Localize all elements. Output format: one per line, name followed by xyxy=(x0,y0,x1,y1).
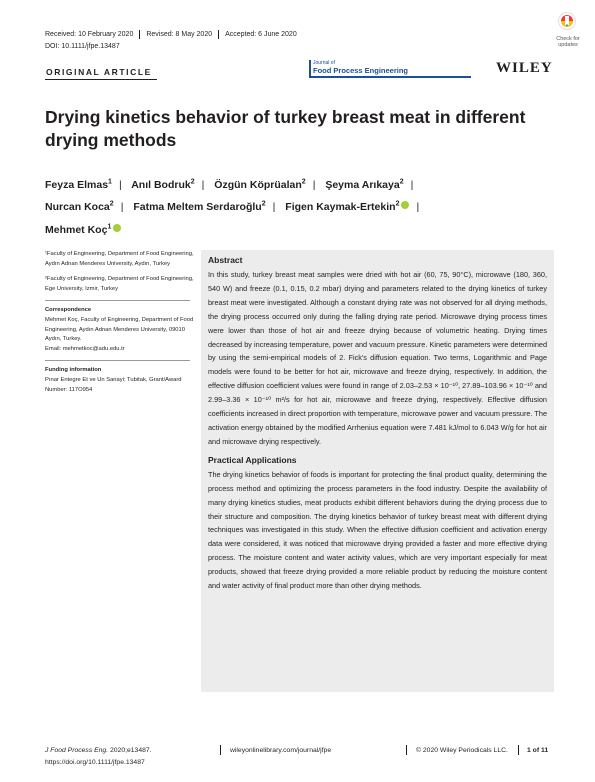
abstract-box xyxy=(201,250,554,692)
doi[interactable]: DOI: 10.1111/jfpe.13487 xyxy=(45,43,120,50)
author[interactable]: Mehmet Koç$^1$ xyxy=(45,224,121,236)
affiliation: ²Faculty of Engineering, Department of Food Engineering, Ege University, Izmir, Turkey xyxy=(45,276,194,292)
author[interactable]: Özgün Köprüalan$^2$ xyxy=(214,178,306,191)
author-separator: | xyxy=(201,178,205,191)
page-number: 1 of 11 xyxy=(527,747,549,754)
funding-heading: Funding information xyxy=(45,367,102,374)
author-separator: | xyxy=(120,201,124,213)
author-separator: | xyxy=(410,178,414,191)
footer-copyright: © 2020 Wiley Periodicals LLC. xyxy=(416,747,508,754)
divider xyxy=(45,300,190,301)
author-separator: | xyxy=(272,201,276,213)
affiliations-column xyxy=(45,250,195,395)
abstract-text: In this study, turkey breast meat samples were dried with hot air (60, 75, 90°C), microwave (180, 360, 540 W) and freeze (0.1, 0.15, 0.2 mbar) drying and parameters related to the drying kinetics of turkey breast meat were investigated. Although a constant drying rate was not observed for all drying methods, the drying process occurred only during the falling drying rate period. Microwave drying process times were lower than those of hot air and freeze drying because of volumetric heating. Drying times decreased by increasing temperature, power and vacuum pressure. Kinetic parameters were determined by using the semi-empirical models of 2. Fick's diffusion equation. Two terms, Logarithmic and Page models were found to be better for hot air, microwave and freeze drying, respectively. In addition, the effective diffusion coefficient values were found in range of 2.03–2.53 × 10⁻¹⁰, 27.89–103.96 × 10⁻¹⁰ and 2.99–3.36 × 10⁻¹⁰ m²/s for hot air, microwave and freeze drying, respectively. Effective diffusion coefficients increased in direct proportion with temperature, microwave power and vacuum pressure. The activation energy obtained by the modified Arrhenius equation were 7.481 kJ/mol to 6.043 W/g for hot air and microwave drying respectively. xyxy=(208,270,547,446)
logo-underline xyxy=(309,76,471,78)
footer-doi-link[interactable]: https://doi.org/10.1111/jfpe.13487 xyxy=(45,759,145,766)
author[interactable]: Şeyma Arıkaya$^2$ xyxy=(325,178,404,191)
divider xyxy=(45,360,190,361)
footer-journal-name: J Food Process Eng. xyxy=(45,747,109,754)
orcid-icon[interactable] xyxy=(113,224,121,232)
author[interactable]: Figen Kaymak-Ertekin$^2$ xyxy=(285,201,409,213)
divider xyxy=(220,745,221,755)
correspondence-heading: Correspondence xyxy=(45,307,92,314)
author-separator: | xyxy=(312,178,316,191)
author-separator: | xyxy=(416,201,420,213)
journal-logo[interactable] xyxy=(309,60,471,78)
practical-applications-text: The drying kinetics behavior of foods is important for protecting the final product quality, determining the process method and optimizing the process parameters in the food industry. Despite the availability of many drying kinetics studies, meat products exhibit different behaviors during the drying process due to their structure and composition. The drying kinetics behavior of turkey breast meat with different drying techniques was investigated in this study. When the effective diffusion coefficient and activation energy data were considered, it was noticed that microwave drying provided a faster and more effective drying process. The moisture content and water activity values, which are very important especially for meat products, showed that freeze drying provided a more reliable product by reducing the moisture content and water activity of final product more than other drying methods. xyxy=(208,469,547,591)
logo-bar xyxy=(309,60,311,76)
author[interactable]: Feyza Elmas$^1$ xyxy=(45,178,112,191)
article-type: ORIGINAL ARTICLE xyxy=(46,67,152,77)
journal-logo-small: Journal of xyxy=(313,60,335,66)
article-dates xyxy=(45,30,297,39)
received-date: Received: 10 February 2020 xyxy=(45,31,134,38)
abstract-heading: Abstract xyxy=(208,255,243,265)
divider xyxy=(139,30,140,39)
funding-text: Pınar Entegre Et ve Un Sanayi; Tubitak, Grant/Award Number: 117O954 xyxy=(45,376,182,393)
footer-site-link[interactable]: wileyonlinelibrary.com/journal/jfpe xyxy=(230,747,332,754)
divider xyxy=(518,745,519,755)
author-list xyxy=(45,172,555,240)
divider xyxy=(406,745,407,755)
publisher-logo[interactable]: WILEY xyxy=(496,60,553,76)
revised-date: Revised: 8 May 2020 xyxy=(146,31,213,38)
affiliation: ¹Faculty of Engineering, Department of Food Engineering, Aydın Adnan Menderes University, Aydın, Turkey xyxy=(45,251,194,267)
check-for-updates-badge[interactable] xyxy=(548,12,588,52)
crossmark-icon xyxy=(558,12,576,34)
check-for-updates-label: Check for updates xyxy=(556,36,580,48)
footer-journal-citation: 2020;e13487. xyxy=(108,747,152,754)
divider xyxy=(218,30,219,39)
accepted-date: Accepted: 6 June 2020 xyxy=(225,31,297,38)
author-separator: | xyxy=(118,178,122,191)
article-title: Drying kinetics behavior of turkey breast meat in different drying methods xyxy=(45,107,526,150)
footer-citation xyxy=(45,745,152,769)
divider xyxy=(45,79,157,80)
correspondence-email[interactable]: Email: mehmetkoc@adu.edu.tr xyxy=(45,345,125,352)
author[interactable]: Nurcan Koca$^2$ xyxy=(45,200,114,213)
orcid-icon[interactable] xyxy=(401,201,409,209)
author[interactable]: Fatma Meltem Serdaroğlu$^2$ xyxy=(133,200,266,213)
author[interactable]: Anıl Bodruk$^2$ xyxy=(131,178,195,191)
journal-logo-name: Food Process Engineering xyxy=(313,66,409,75)
practical-applications-heading: Practical Applications xyxy=(208,454,297,465)
correspondence-text: Mehmet Koç, Faculty of Engineering, Department of Food Engineering, Aydın Adnan Menderes University, 09010 Aydın, Turkey. xyxy=(45,316,194,343)
